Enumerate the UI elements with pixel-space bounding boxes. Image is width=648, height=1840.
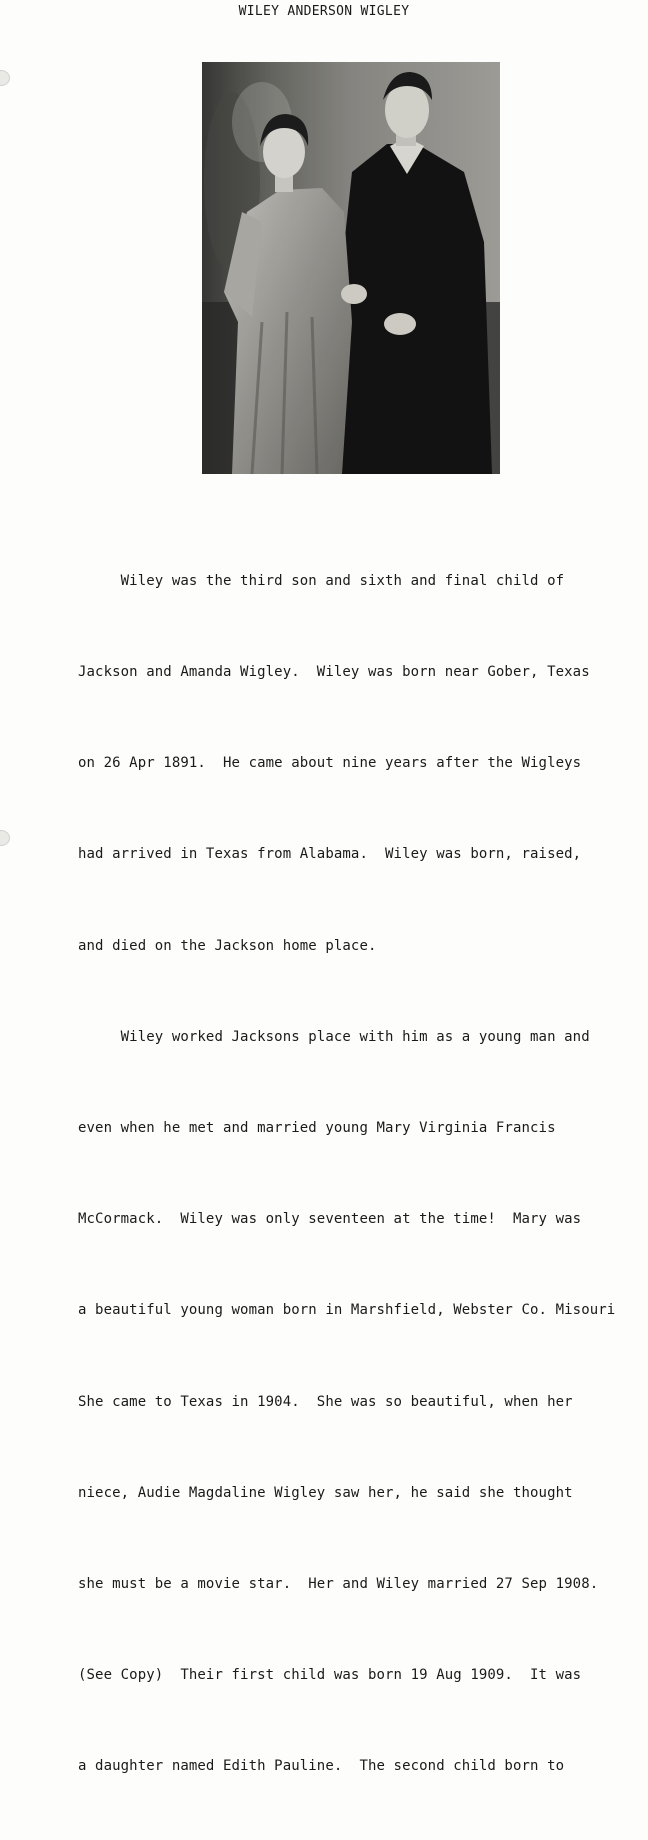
text-line: and died on the Jackson home place. [78, 937, 377, 954]
text-line: She came to Texas in 1904. She was so beautiful, when her [78, 1393, 573, 1410]
text-line: even when he met and married young Mary Virginia Francis [78, 1120, 556, 1137]
text-line: a daughter named Edith Pauline. The second child born to [78, 1758, 565, 1775]
biography-text [78, 505, 648, 1840]
binder-hole [0, 830, 10, 846]
text-line: niece, Audie Magdaline Wigley saw her, he said she thought [78, 1484, 573, 1501]
text-line: Jackson and Amanda Wigley. Wiley was born near Gober, Texas [78, 664, 590, 681]
text-line: McCormack. Wiley was only seventeen at the time! Mary was [78, 1211, 582, 1228]
text-line: Wiley was the third son and sixth and final child of [78, 572, 565, 589]
text-line: had arrived in Texas from Alabama. Wiley was born, raised, [78, 846, 582, 863]
text-line: she must be a movie star. Her and Wiley married 27 Sep 1908. [78, 1576, 599, 1593]
couple-portrait-image [202, 62, 500, 474]
text-line: (See Copy) Their first child was born 19 Aug 1909. It was [78, 1667, 582, 1684]
text-line: on 26 Apr 1891. He came about nine years after the Wigleys [78, 755, 582, 772]
text-line: a beautiful young woman born in Marshfield, Webster Co. Misouri [78, 1302, 616, 1319]
binder-hole [0, 70, 10, 86]
text-line: Wiley worked Jacksons place with him as a young man and [78, 1028, 590, 1045]
portrait-photograph [202, 62, 500, 474]
page-title: WILEY ANDERSON WIGLEY [238, 4, 410, 19]
